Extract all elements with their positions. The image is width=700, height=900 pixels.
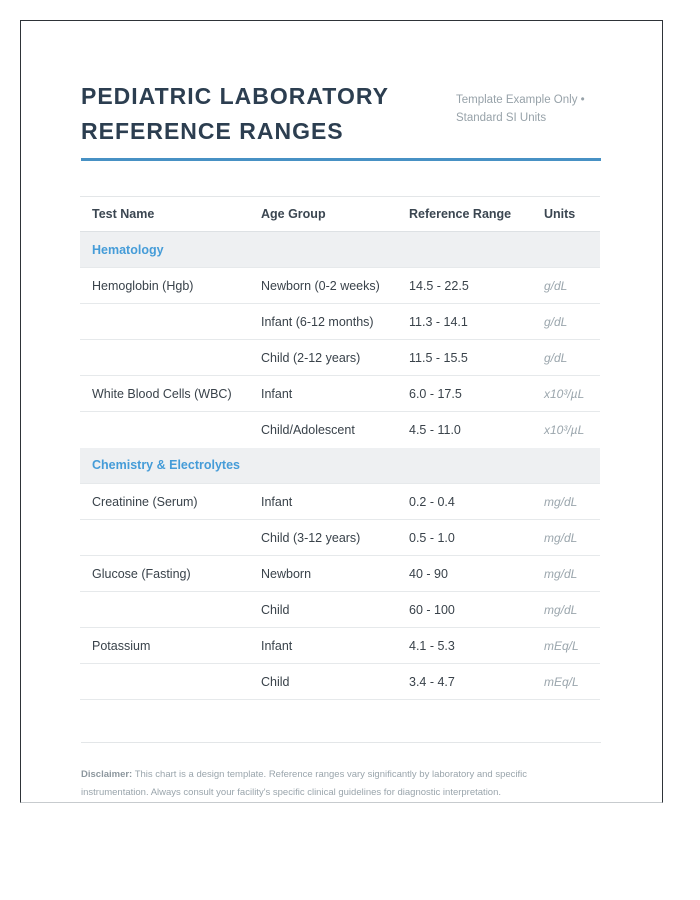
table-row <box>80 556 600 592</box>
cell-age-group: Child/Adolescent <box>249 412 397 448</box>
cell-age-group: Infant <box>249 628 397 664</box>
cell-units: g/dL <box>532 304 600 340</box>
table-row <box>80 304 600 340</box>
cell-reference-range: 60 - 100 <box>397 592 532 628</box>
cell-reference-range: 4.5 - 11.0 <box>397 412 532 448</box>
page-title: PEDIATRIC LABORATORY REFERENCE RANGES <box>81 83 389 144</box>
cell-age-group: Child <box>249 592 397 628</box>
cell-age-group: Child (3-12 years) <box>249 520 397 556</box>
cell-units: mg/dL <box>532 520 600 556</box>
section-row <box>80 232 600 268</box>
cell-age-group: Infant <box>249 484 397 520</box>
document-page <box>20 20 663 803</box>
table-row <box>80 376 600 412</box>
cell-test-name: Potassium <box>80 628 249 664</box>
cell-units: mg/dL <box>532 484 600 520</box>
reference-range-table <box>80 196 600 700</box>
section-title: Hematology <box>80 232 600 268</box>
cell-test-name <box>80 592 249 628</box>
cell-reference-range: 11.5 - 15.5 <box>397 340 532 376</box>
disclaimer-label: Disclaimer: <box>81 769 133 780</box>
section-row <box>80 448 600 484</box>
disclaimer-text <box>81 766 561 802</box>
cell-reference-range: 6.0 - 17.5 <box>397 376 532 412</box>
cell-age-group: Child (2-12 years) <box>249 340 397 376</box>
column-header-units: Units <box>532 197 600 232</box>
section-title: Chemistry & Electrolytes <box>80 448 600 484</box>
cell-units: mEq/L <box>532 664 600 700</box>
cell-reference-range: 0.5 - 1.0 <box>397 520 532 556</box>
cell-reference-range: 11.3 - 14.1 <box>397 304 532 340</box>
table-row <box>80 484 600 520</box>
cell-test-name <box>80 664 249 700</box>
table-row <box>80 412 600 448</box>
cell-units: mEq/L <box>532 628 600 664</box>
table-row <box>80 340 600 376</box>
cell-reference-range: 14.5 - 22.5 <box>397 268 532 304</box>
cell-age-group: Child <box>249 664 397 700</box>
table-header <box>80 197 600 232</box>
table-header-row <box>80 197 600 232</box>
column-header-age-group: Age Group <box>249 197 397 232</box>
table-body <box>80 232 600 700</box>
cell-units: mg/dL <box>532 592 600 628</box>
table-row <box>80 268 600 304</box>
cell-units: g/dL <box>532 340 600 376</box>
footer-divider <box>81 742 601 743</box>
cell-test-name <box>80 340 249 376</box>
cell-age-group: Infant (6-12 months) <box>249 304 397 340</box>
disclaimer-body: This chart is a design template. Reference ranges vary significantly by laboratory and specific instrumentation. Always consult your facility's specific clinical guidelines for diagnostic interpretation. <box>81 769 528 798</box>
cell-age-group: Infant <box>249 376 397 412</box>
table-row <box>80 628 600 664</box>
cell-test-name: Hemoglobin (Hgb) <box>80 268 249 304</box>
cell-reference-range: 40 - 90 <box>397 556 532 592</box>
cell-reference-range: 0.2 - 0.4 <box>397 484 532 520</box>
cell-test-name <box>80 412 249 448</box>
cell-test-name: Creatinine (Serum) <box>80 484 249 520</box>
column-header-test-name: Test Name <box>80 197 249 232</box>
header-subtitle: Template Example Only • Standard SI Units <box>456 94 585 124</box>
cell-units: x10³/µL <box>532 412 600 448</box>
cell-test-name <box>80 520 249 556</box>
column-header-reference-range: Reference Range <box>397 197 532 232</box>
cell-test-name <box>80 304 249 340</box>
cell-test-name: White Blood Cells (WBC) <box>80 376 249 412</box>
table-row <box>80 520 600 556</box>
cell-units: x10³/µL <box>532 376 600 412</box>
cell-test-name: Glucose (Fasting) <box>80 556 249 592</box>
cell-units: mg/dL <box>532 556 600 592</box>
table-row <box>80 592 600 628</box>
cell-age-group: Newborn (0-2 weeks) <box>249 268 397 304</box>
cell-reference-range: 3.4 - 4.7 <box>397 664 532 700</box>
cell-units: g/dL <box>532 268 600 304</box>
cell-age-group: Newborn <box>249 556 397 592</box>
accent-divider <box>81 158 601 161</box>
cell-reference-range: 4.1 - 5.3 <box>397 628 532 664</box>
table-row <box>80 664 600 700</box>
